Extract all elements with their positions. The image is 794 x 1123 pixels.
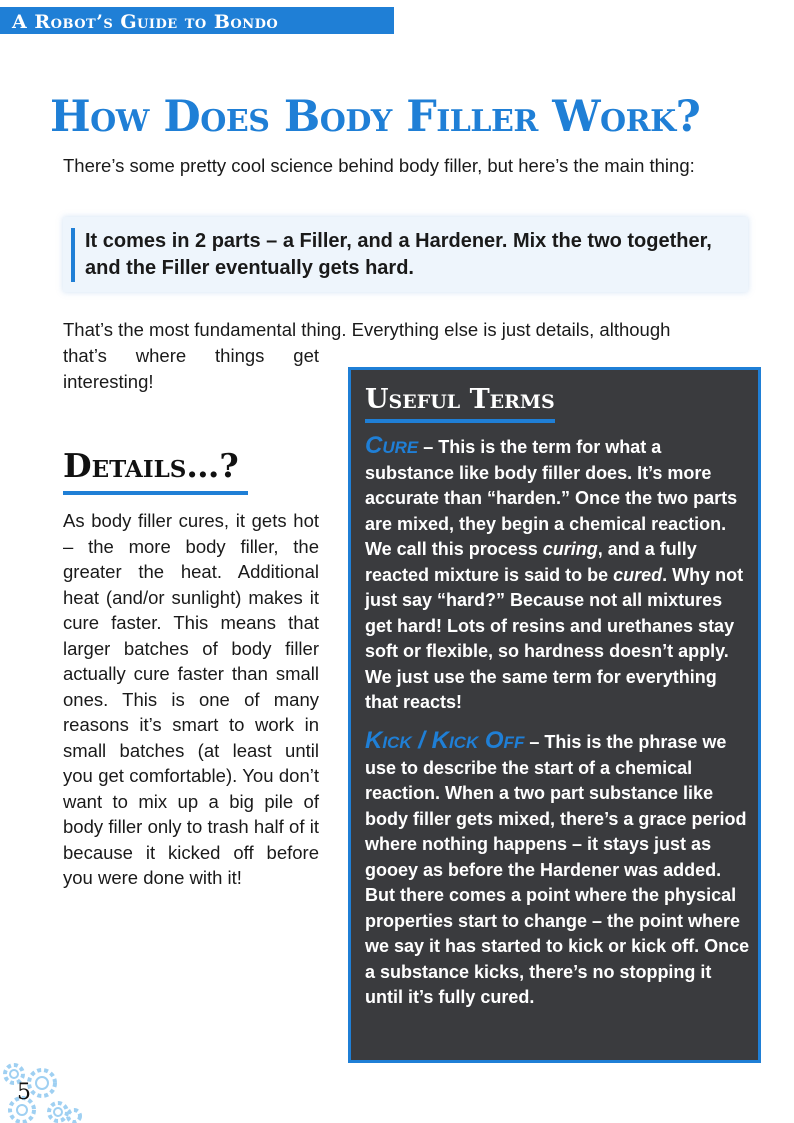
fundamental-paragraph-line2: that’s where things get interesting! <box>63 345 319 392</box>
running-header-title: A Robot’s Guide to Bondo <box>12 11 279 33</box>
useful-terms-title: Useful Terms <box>365 384 555 423</box>
term-cure-em-cured: cured <box>613 564 663 585</box>
term-cure-em-curing: curing <box>542 539 598 559</box>
term-cure-name: Cure <box>365 432 419 459</box>
useful-terms-sidebar <box>348 367 761 1063</box>
term-cure-text-c: . Why not just say “hard?” Because not all mixtures get hard! Lots of resins and urethanes stay soft or flexible, so hardness doesn’t apply. We just use the same term for everything that reacts! <box>365 564 744 712</box>
term-kick-name: Kick / Kick Off <box>365 727 525 754</box>
gears-decoration-icon <box>0 1058 100 1123</box>
fundamental-paragraph-line1: That’s the most fundamental thing. Everything else is just details, although <box>63 319 671 340</box>
term-kick <box>365 728 751 1011</box>
details-paragraph: As body filler cures, it gets hot – the more body filler, the greater the heat. Additional heat (and/or sunlight) makes it cure faster. This means that larger batches of body filler actually cure faster than small ones. This is one of many reasons it’s smart to work in small batches (at least until you get comfortable). You don’t want to mix up a big pile of body filler only to trash half of it because it kicked off before you were done with it! <box>63 510 319 888</box>
callout-text: It comes in 2 parts – a Filler, and a Hardener. Mix the two together, and the Filler eventually gets hard. <box>85 230 712 279</box>
key-point-callout <box>63 217 748 292</box>
running-header <box>0 7 394 34</box>
term-cure-text-b: , and a fully reacted mixture is said to be <box>365 539 697 585</box>
page-number: 5 <box>17 1080 31 1105</box>
term-cure-text-a: – This is the term for what a substance like body filler does. It’s more accurate than “harden.” Once the two parts are mixed, they begin a chemical reaction. We call this process <box>365 437 738 559</box>
term-cure <box>365 433 751 716</box>
page-title: How Does Body Filler Work? <box>50 92 701 142</box>
details-heading: Details…? <box>63 446 248 495</box>
term-kick-text: – This is the phrase we use to describe the start of a chemical reaction. When a two part substance like body filler gets mixed, there’s a grace period where nothing happens – it stays just as gooey as before the Hardener was added. But there comes a point where the physical properties start to change – the point where we say it has started to kick or kick off. Once a substance kicks, there’s no stopping it until it’s fully cured. <box>365 732 750 1007</box>
intro-paragraph: There’s some pretty cool science behind body filler, but here’s the main thing: <box>63 155 695 176</box>
callout-accent-bar <box>71 228 75 282</box>
